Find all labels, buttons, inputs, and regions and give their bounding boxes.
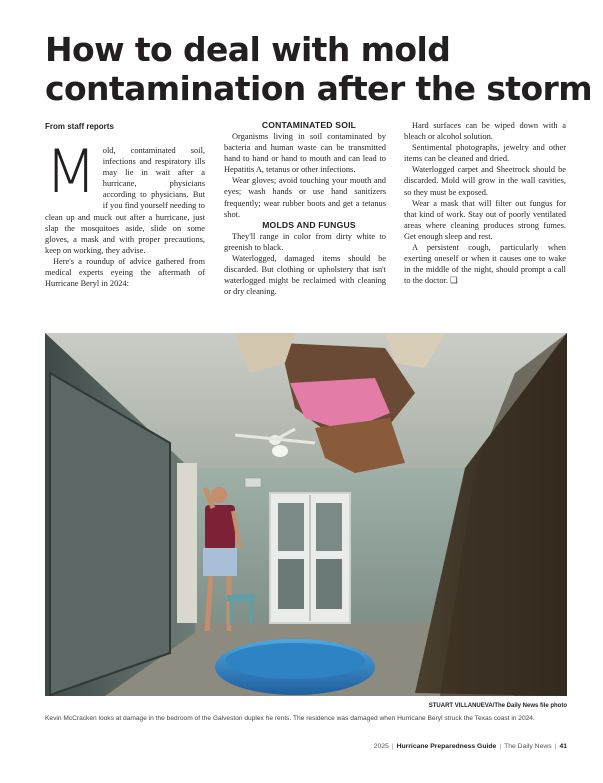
article-column-2 bbox=[224, 120, 386, 297]
footer-separator: | bbox=[391, 743, 394, 750]
subhead-contaminated-soil: CONTAMINATED SOIL bbox=[261, 120, 357, 130]
storm-damage-photo bbox=[45, 333, 567, 696]
article-column-1 bbox=[45, 137, 205, 289]
photo-caption: Kevin McCracken looks at damage in the bedroom of the Galveston duplex he rents. The residence was damaged when Hurricane Beryl struck the Texas coast in 2024. bbox=[45, 715, 535, 722]
paragraph: They'll range in color from dirty white to greenish to black. bbox=[224, 231, 386, 252]
page-number: 41 bbox=[559, 743, 567, 750]
byline: From staff reports bbox=[45, 122, 114, 131]
footer-publication: The Daily News bbox=[504, 743, 552, 750]
page-footer bbox=[374, 743, 567, 750]
paragraph: Sentimental photographs, jewelry and other items can be cleaned and dried. bbox=[404, 143, 566, 164]
photo-credit: STUART VILLANUEVA/The Daily News file photo bbox=[428, 703, 567, 709]
footer-separator: | bbox=[554, 743, 557, 750]
article-column-3 bbox=[404, 120, 566, 286]
paragraph: Hard surfaces can be wiped down with a bleach or alcohol solution. bbox=[404, 121, 566, 142]
paragraph: Wear gloves; avoid touching your mouth and eyes; wash hands or use hand sanitizers frequently; wear rubber boots and get a tetanus shot. bbox=[224, 176, 386, 219]
paragraph: Waterlogged, damaged items should be discarded. But clothing or upholstery that isn't waterlogged might be reclaimed with cleaning or dry cleaning. bbox=[224, 253, 386, 297]
paragraph: Here's a roundup of advice gathered from medical experts eyeing the aftermath of Hurricane Beryl in 2024: bbox=[45, 256, 205, 289]
drop-cap: M bbox=[45, 137, 97, 207]
headline bbox=[45, 30, 593, 108]
paragraph: old, contaminated soil, infections and respiratory ills may lie in wait after a hurricane, physicians according to physicians. But if you find yourself needing to clean up and muck out after a hurricane, just slap the mosquitoes aside, slide on some gloves, a mask and with proper precautions, keep on working, they advise. bbox=[45, 146, 205, 255]
headline-line-2: contamination after the storm bbox=[45, 69, 593, 108]
subhead-molds-and-fungus: MOLDS AND FUNGUS bbox=[262, 219, 356, 230]
paragraph: Waterlogged carpet and Sheetrock should be discarded. Mold will grow in the wall cavities, so they must be exposed. bbox=[404, 165, 566, 197]
footer-year: 2025 bbox=[373, 743, 389, 750]
paragraph: Wear a mask that will filter out fungus for that kind of work. Stay out of poorly ventilated areas where cleaning produces strong fumes. Get enough sleep and rest. bbox=[404, 198, 566, 241]
paragraph: Organisms living in soil contaminated by bacteria and human waste can be transmitted hand to hand or hand to mouth and can lead to Hepatitis A, tetanus or other infections. bbox=[224, 132, 386, 175]
footer-section: Hurricane Preparedness Guide bbox=[396, 743, 497, 750]
paragraph: A persistent cough, particularly when exerting oneself or when it causes one to wake in the middle of the night, should prompt a call to the doctor. ❏ bbox=[404, 243, 566, 286]
footer-separator: | bbox=[499, 743, 502, 750]
headline-line-1: How to deal with mold bbox=[45, 30, 451, 69]
